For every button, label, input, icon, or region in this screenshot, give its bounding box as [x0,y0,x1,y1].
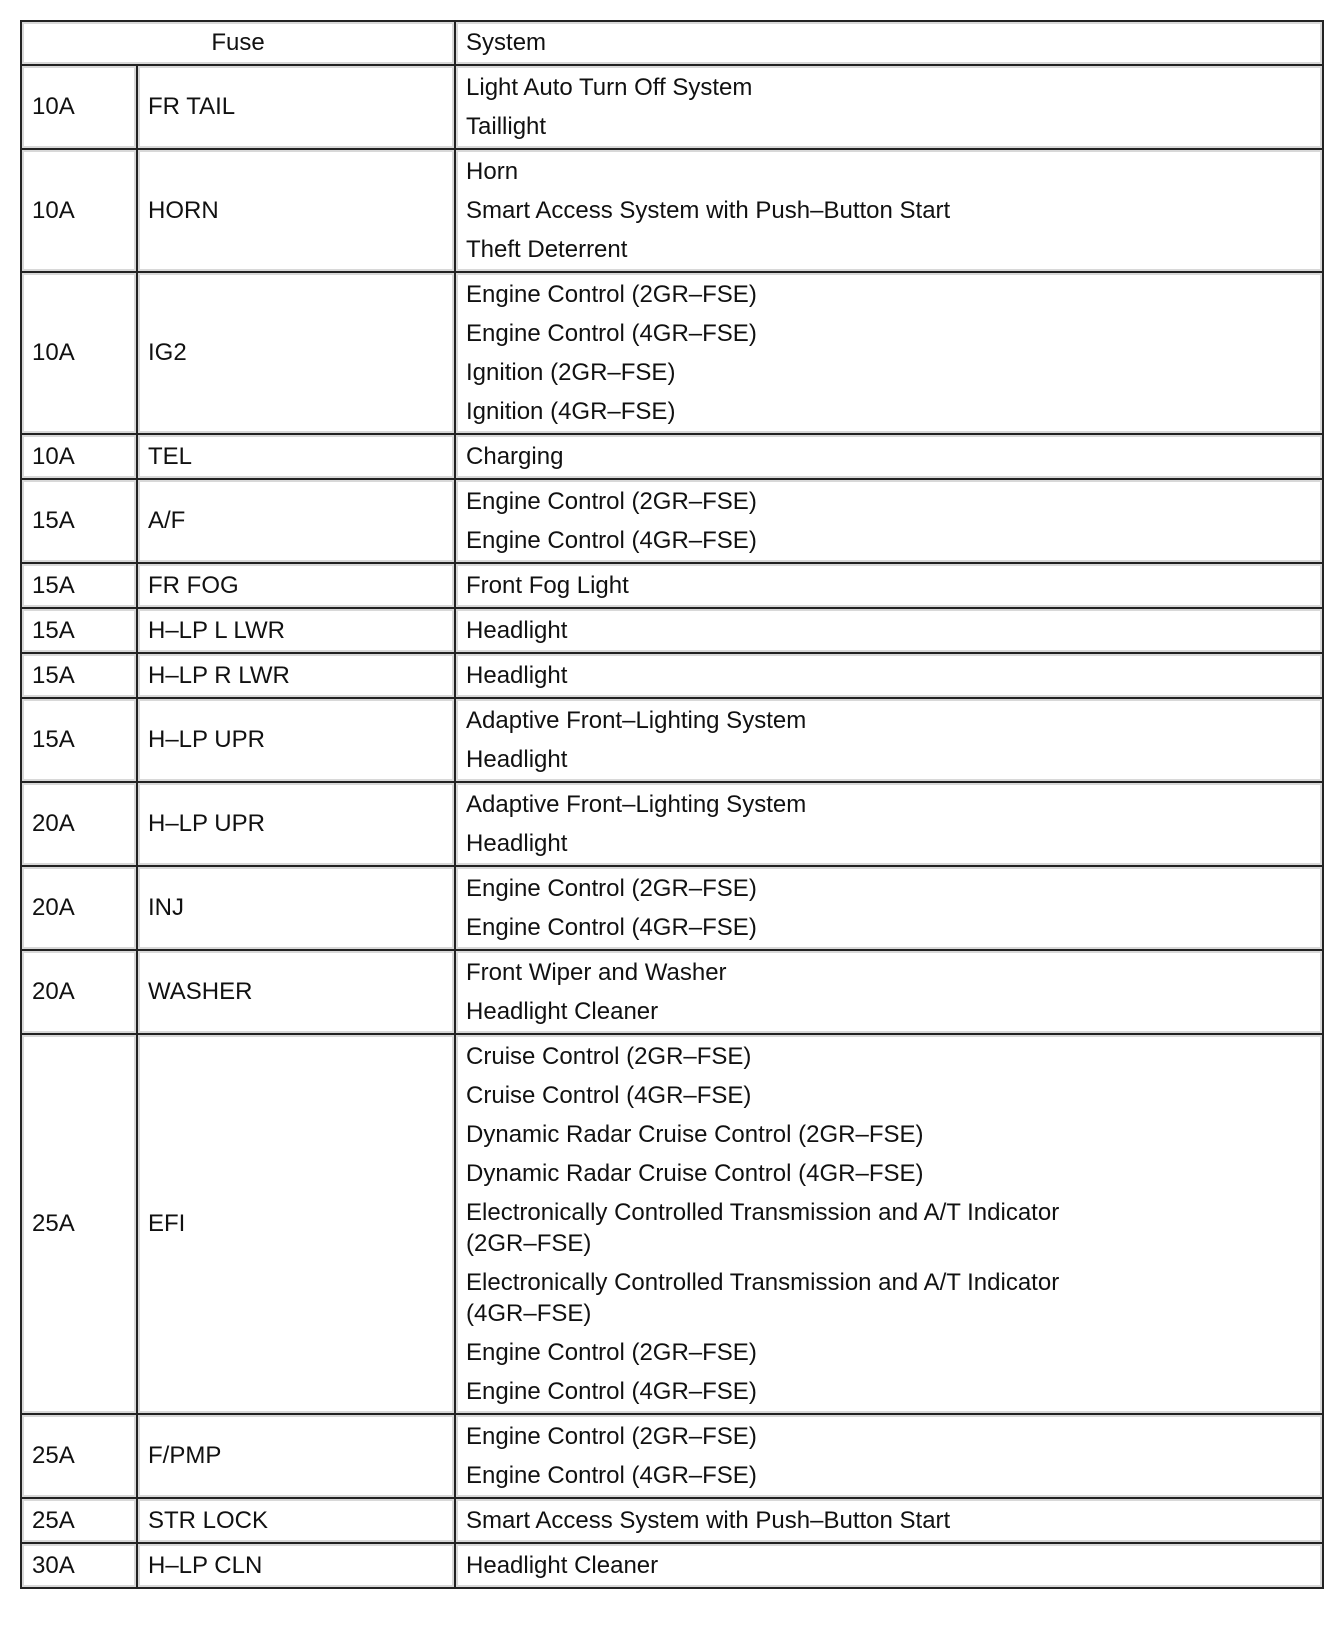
fuse-name-cell: H–LP UPR [137,782,455,866]
fuse-name-cell: H–LP CLN [137,1543,455,1588]
table-row [21,1498,1323,1543]
system-list-cell [455,698,1323,782]
system-list-cell [455,1034,1323,1414]
system-entry: Engine Control (4GR–FSE) [466,527,757,554]
fuse-name-cell: TEL [137,434,455,479]
fuse-amperage-cell: 25A [21,1498,137,1543]
table-row [21,653,1323,698]
system-entry: Front Fog Light [466,572,629,599]
system-list-cell [455,1543,1323,1588]
system-entry: Adaptive Front–Lighting System [466,791,807,818]
table-row [21,1034,1323,1414]
fuse-name-cell: FR TAIL [137,65,455,149]
system-entry: Smart Access System with Push–Button Start [466,197,951,224]
fuse-amperage-cell: 15A [21,698,137,782]
system-entry: Ignition (4GR–FSE) [466,398,676,425]
system-entry: Engine Control (2GR–FSE) [466,281,757,308]
fuse-amperage-cell: 15A [21,608,137,653]
system-entry: Taillight [466,113,547,140]
fuse-amperage-cell: 10A [21,434,137,479]
system-list-cell [455,950,1323,1034]
system-entry: Engine Control (2GR–FSE) [466,875,757,902]
system-list-cell [455,866,1323,950]
fuse-amperage-cell: 10A [21,272,137,434]
table-row [21,866,1323,950]
system-entry: Engine Control (4GR–FSE) [466,914,757,941]
system-list-cell [455,434,1323,479]
system-entry: Headlight Cleaner [466,998,659,1025]
system-entry: Dynamic Radar Cruise Control (2GR–FSE) [466,1121,924,1148]
system-entry: Engine Control (2GR–FSE) [466,1423,757,1450]
table-row [21,782,1323,866]
table-row [21,1414,1323,1498]
fuse-name-cell: IG2 [137,272,455,434]
system-entry: Engine Control (4GR–FSE) [466,1378,757,1405]
fuse-amperage-cell: 20A [21,950,137,1034]
system-entry: Electronically Controlled Transmission and A/T Indicator (4GR–FSE) [466,1269,1060,1327]
fuse-name-cell: H–LP UPR [137,698,455,782]
table-row [21,698,1323,782]
system-entry: Cruise Control (4GR–FSE) [466,1082,752,1109]
system-entry: Electronically Controlled Transmission and A/T Indicator (2GR–FSE) [466,1199,1060,1257]
fuse-name-cell: H–LP R LWR [137,653,455,698]
fuse-name-cell: STR LOCK [137,1498,455,1543]
system-entry: Engine Control (4GR–FSE) [466,320,757,347]
table-row [21,563,1323,608]
fuse-amperage-cell: 25A [21,1034,137,1414]
fuse-name-cell: A/F [137,479,455,563]
table-row [21,479,1323,563]
fuse-amperage-cell: 25A [21,1414,137,1498]
system-list-cell [455,149,1323,272]
system-entry: Engine Control (2GR–FSE) [466,488,757,515]
system-list-cell [455,272,1323,434]
system-column-header: System [455,21,1323,65]
system-entry: Headlight [466,830,568,857]
fuse-amperage-cell: 20A [21,782,137,866]
fuse-amperage-cell: 20A [21,866,137,950]
system-entry: Dynamic Radar Cruise Control (4GR–FSE) [466,1160,924,1187]
system-list-cell [455,1498,1323,1543]
fuse-name-cell: FR FOG [137,563,455,608]
fuse-amperage-cell: 10A [21,149,137,272]
header-row [21,21,1323,65]
table-row [21,65,1323,149]
system-entry: Horn [466,158,519,185]
system-entry: Light Auto Turn Off System [466,74,753,101]
system-entry: Smart Access System with Push–Button Start [466,1507,951,1534]
system-list-cell [455,782,1323,866]
table-row [21,608,1323,653]
fuse-name-cell: H–LP L LWR [137,608,455,653]
fuse-amperage-cell: 15A [21,563,137,608]
system-entry: Adaptive Front–Lighting System [466,707,807,734]
table-row [21,149,1323,272]
fuse-name-cell: EFI [137,1034,455,1414]
system-entry: Headlight [466,662,568,689]
system-list-cell [455,563,1323,608]
fuse-system-table [20,20,1324,1589]
fuse-name-cell: WASHER [137,950,455,1034]
fuse-name-cell: F/PMP [137,1414,455,1498]
system-entry: Theft Deterrent [466,236,628,263]
table-row [21,950,1323,1034]
fuse-amperage-cell: 10A [21,65,137,149]
system-entry: Engine Control (2GR–FSE) [466,1339,757,1366]
fuse-amperage-cell: 15A [21,653,137,698]
table-row [21,1543,1323,1588]
fuse-name-cell: HORN [137,149,455,272]
system-entry: Headlight [466,746,568,773]
table-row [21,272,1323,434]
system-list-cell [455,653,1323,698]
table-header [21,21,1323,65]
system-list-cell [455,65,1323,149]
table-body [21,65,1323,1588]
fuse-name-cell: INJ [137,866,455,950]
system-list-cell [455,479,1323,563]
system-entry: Headlight Cleaner [466,1552,659,1579]
system-entry: Ignition (2GR–FSE) [466,359,676,386]
system-entry: Front Wiper and Washer [466,959,727,986]
table-row [21,434,1323,479]
fuse-amperage-cell: 30A [21,1543,137,1588]
system-entry: Headlight [466,617,568,644]
system-list-cell [455,1414,1323,1498]
system-list-cell [455,608,1323,653]
system-entry: Charging [466,443,564,470]
fuse-amperage-cell: 15A [21,479,137,563]
fuse-column-header: Fuse [21,21,455,65]
system-entry: Cruise Control (2GR–FSE) [466,1043,752,1070]
system-entry: Engine Control (4GR–FSE) [466,1462,757,1489]
